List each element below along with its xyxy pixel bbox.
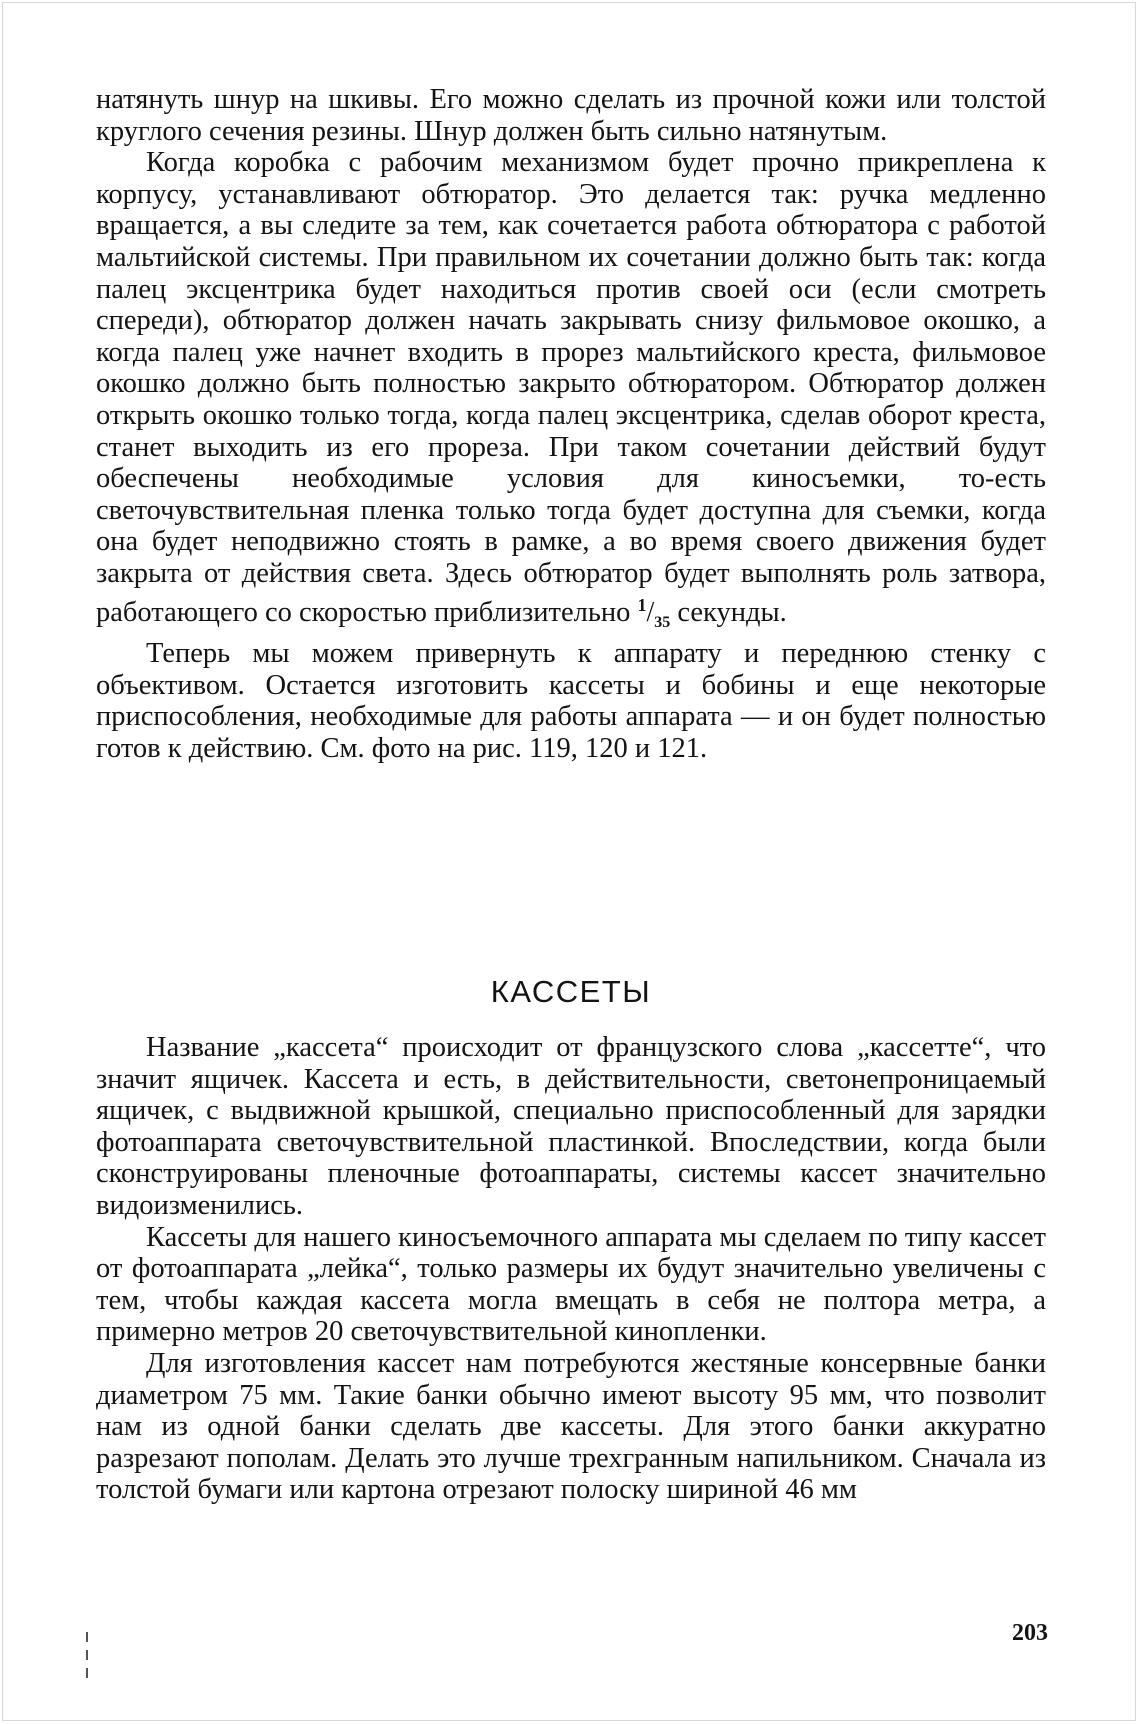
paragraph-obturator-text: Когда коробка с рабочим механизмом будет прочно прикреплена к корпусу, устанавливают обтюратор. Это делается так: ручка медленно вращается, а вы следите за тем, как сочетается работа обтюратора с работой мальтийской системы. При правильном их сочетании должно быть так: когда палец эксцентрика будет находиться против своей оси (если смотреть спереди), обтюратор должен начать закрывать снизу фильмовое окошко, а когда палец уже начнет входить в прорез мальтийского креста, фильмовое окошко должно быть полностью закрыто обтюратором. Обтюратор должен открыть окошко только тогда, когда палец эксцентрика, сделав оборот креста, станет выходить из его прореза. При таком сочетании действий будут обеспечены необходимые условия для киносъемки, то-есть светочувствительная пленка только тогда будет доступна для съемки, когда она будет неподвижно стоять в рамке, а во время своего движения будет закрыта от действия света. Здесь обтюратор будет выполнять роль затвора, работающего со скоростью приблизительно xyxy=(96,147,1046,628)
section-heading: КАССЕТЫ xyxy=(490,974,652,1009)
page-number: 203 xyxy=(1012,1620,1048,1646)
paragraph-cassette-type: Кассеты для нашего киносъемочного аппарата мы сделаем по типу кассет от фотоаппарата „лейка“, только размеры их будут значительно увеличены с тем, чтобы каждая кассета могла вмещать в себя не полтора метра, а примерно метров 20 светочувствительной кинопленки. xyxy=(96,1221,1046,1348)
paragraph-obturator-end: секунды. xyxy=(670,596,787,628)
paragraph-obturator xyxy=(96,147,1046,638)
paragraph-cassette-name: Название „кассета“ происходит от французского слова „кассетте“, что значит ящичек. Кассета и есть, в действительности, светонепроницаемый ящичек, с выдвижной крышкой, специально приспособленный для зарядки фотоаппарата светочувствительной пластинкой. Впоследствии, когда были сконструированы пленочные фотоаппараты, системы кассет значительно видоизменились. xyxy=(96,1032,1046,1221)
paragraph-continuation: натянуть шнур на шкивы. Его можно сделать из прочной кожи или толстой круглого сечения резины. Шнур должен быть сильно натянутым. xyxy=(96,84,1046,147)
fraction-denominator: 35 xyxy=(654,613,671,631)
bottom-text-block xyxy=(96,1032,1046,1506)
top-text-block xyxy=(96,84,1046,764)
paragraph-front-wall: Теперь мы можем привернуть к аппарату и переднюю стенку с объективом. Остается изготовить кассеты и бобины и еще некоторые приспособления, необходимые для работы аппарата — и он будет полностью готов к действию. См. фото на рис. 119, 120 и 121. xyxy=(96,638,1046,764)
margin-marks xyxy=(86,1632,90,1692)
paragraph-cassette-making: Для изготовления кассет нам потребуются жестяные консервные банки диаметром 75 мм. Такие банки обычно имеют высоту 95 мм, что позволит нам из одной банки сделать две кассеты. Для этого банки аккуратно разрезают пополам. Делать это лучше трехгранным напильником. Сначала из толстой бумаги или картона отрезают полоску шириной 46 мм xyxy=(96,1347,1046,1506)
fraction-numerator: 1 xyxy=(637,594,647,615)
fraction-slash: / xyxy=(646,596,655,628)
